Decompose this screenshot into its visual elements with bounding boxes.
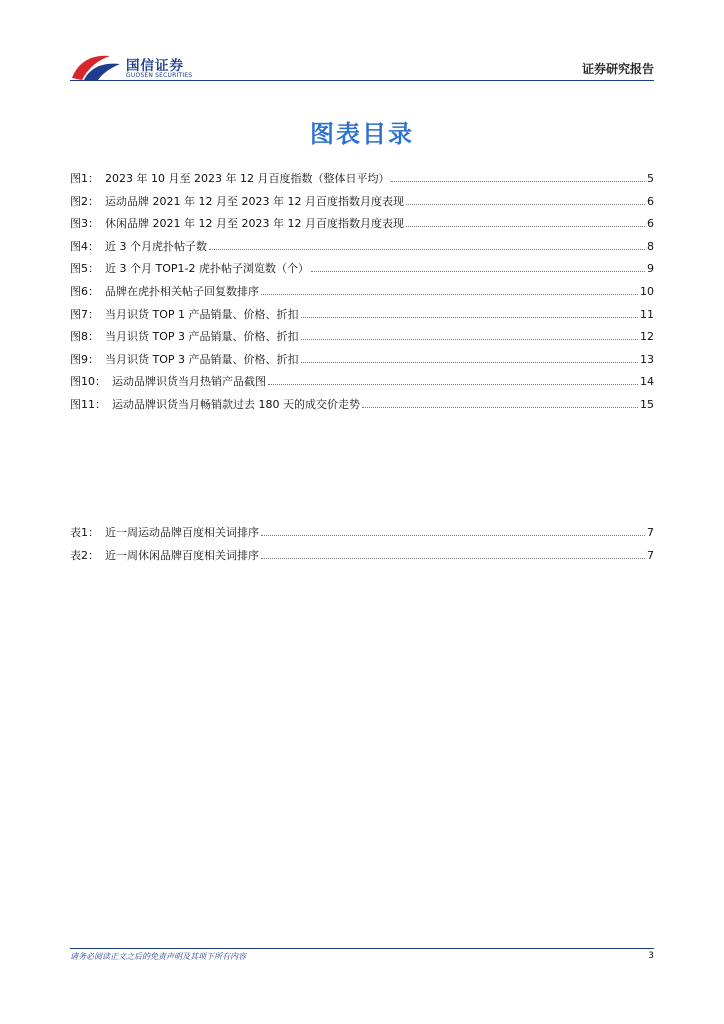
toc-entry-label: 图11：	[70, 397, 106, 411]
figure-list	[70, 170, 654, 419]
toc-entry-label: 图4：	[70, 239, 99, 253]
toc-entry-text: 近 3 个月虎扑帖子数	[105, 239, 207, 253]
toc-entry-label: 图3：	[70, 217, 99, 231]
toc-entry-page: 7	[647, 526, 654, 539]
toc-leader-dots	[362, 406, 638, 408]
toc-entry-text: 运动品牌 2021 年 12 月至 2023 年 12 月百度指数月度表现	[105, 194, 404, 208]
toc-leader-dots	[406, 203, 645, 205]
toc-entry-text: 运动品牌识货当月热销产品截图	[112, 375, 266, 389]
toc-leader-dots	[261, 534, 645, 536]
toc-entry-text: 近一周运动品牌百度相关词排序	[105, 526, 259, 539]
toc-leader-dots	[301, 316, 639, 318]
toc-entry-figure[interactable]	[70, 283, 654, 306]
toc-leader-dots	[301, 361, 639, 363]
toc-entry-label: 图8：	[70, 330, 99, 344]
toc-entry-label: 图10：	[70, 375, 106, 389]
toc-entry-text: 2023 年 10 月至 2023 年 12 月百度指数（整体日平均）	[105, 172, 390, 185]
toc-entry-figure[interactable]	[70, 260, 654, 283]
toc-entry-label: 图5：	[70, 262, 99, 276]
footer-disclaimer: 请务必阅读正文之后的免责声明及其项下所有内容	[70, 952, 246, 961]
toc-entry-page: 13	[640, 352, 654, 366]
toc-leader-dots	[391, 180, 645, 182]
toc-entry-label: 图7：	[70, 307, 99, 321]
toc-entry-figure[interactable]	[70, 215, 654, 238]
toc-entry-text: 当月识货 TOP 3 产品销量、价格、折扣	[105, 352, 299, 366]
footer-divider	[70, 948, 654, 949]
toc-leader-dots	[209, 248, 645, 250]
header-divider	[70, 80, 654, 81]
toc-entry-page: 11	[640, 307, 654, 321]
toc-leader-dots	[301, 338, 639, 340]
toc-entry-figure[interactable]	[70, 170, 654, 193]
toc-entry-page: 6	[647, 194, 654, 208]
logo-text-en: GUOSEN SECURITIES	[126, 72, 193, 79]
toc-entry-figure[interactable]	[70, 373, 654, 396]
toc-entry-label: 图6：	[70, 284, 99, 298]
toc-entry-table[interactable]	[70, 524, 654, 547]
toc-entry-page: 12	[640, 330, 654, 344]
guosen-logo-mark-icon	[70, 52, 122, 82]
toc-leader-dots	[261, 293, 638, 295]
toc-entry-label: 图9：	[70, 352, 99, 366]
toc-entry-text: 当月识货 TOP 3 产品销量、价格、折扣	[105, 330, 299, 344]
toc-entry-table[interactable]	[70, 547, 654, 570]
toc-entry-figure[interactable]	[70, 306, 654, 329]
page-number: 3	[648, 951, 654, 961]
toc-leader-dots	[311, 270, 645, 272]
toc-leader-dots	[406, 225, 645, 227]
toc-entry-page: 14	[640, 375, 654, 389]
toc-entry-page: 8	[647, 239, 654, 253]
toc-leader-dots	[261, 557, 645, 559]
toc-entry-figure[interactable]	[70, 396, 654, 419]
toc-entry-label: 图2：	[70, 194, 99, 208]
toc-entry-label: 表2：	[70, 548, 99, 562]
toc-entry-text: 品牌在虎扑相关帖子回复数排序	[105, 284, 259, 298]
toc-entry-figure[interactable]	[70, 351, 654, 374]
page-header	[0, 0, 724, 90]
toc-entry-page: 10	[640, 284, 654, 298]
toc-entry-page: 6	[647, 217, 654, 231]
toc-entry-label: 表1：	[70, 526, 99, 539]
toc-entry-page: 7	[647, 548, 654, 562]
toc-entry-text: 近一周休闲品牌百度相关词排序	[105, 548, 259, 562]
toc-entry-label: 图1：	[70, 172, 99, 185]
toc-entry-text: 休闲品牌 2021 年 12 月至 2023 年 12 月百度指数月度表现	[105, 217, 404, 231]
toc-entry-page: 15	[640, 397, 654, 411]
toc-entry-page: 9	[647, 262, 654, 276]
report-type: 证券研究报告	[581, 62, 654, 76]
toc-entry-page: 5	[647, 172, 654, 185]
toc-entry-figure[interactable]	[70, 193, 654, 216]
toc-entry-figure[interactable]	[70, 328, 654, 351]
page-title: 图表目录	[310, 120, 414, 148]
toc-leader-dots	[268, 383, 638, 385]
logo-text-cn: 国信证券	[126, 58, 184, 74]
toc-entry-text: 运动品牌识货当月畅销款过去 180 天的成交价走势	[112, 397, 360, 411]
toc-entry-figure[interactable]	[70, 238, 654, 261]
toc-entry-text: 当月识货 TOP 1 产品销量、价格、折扣	[105, 307, 299, 321]
table-list	[70, 524, 654, 569]
toc-entry-text: 近 3 个月 TOP1-2 虎扑帖子浏览数（个）	[105, 262, 309, 276]
